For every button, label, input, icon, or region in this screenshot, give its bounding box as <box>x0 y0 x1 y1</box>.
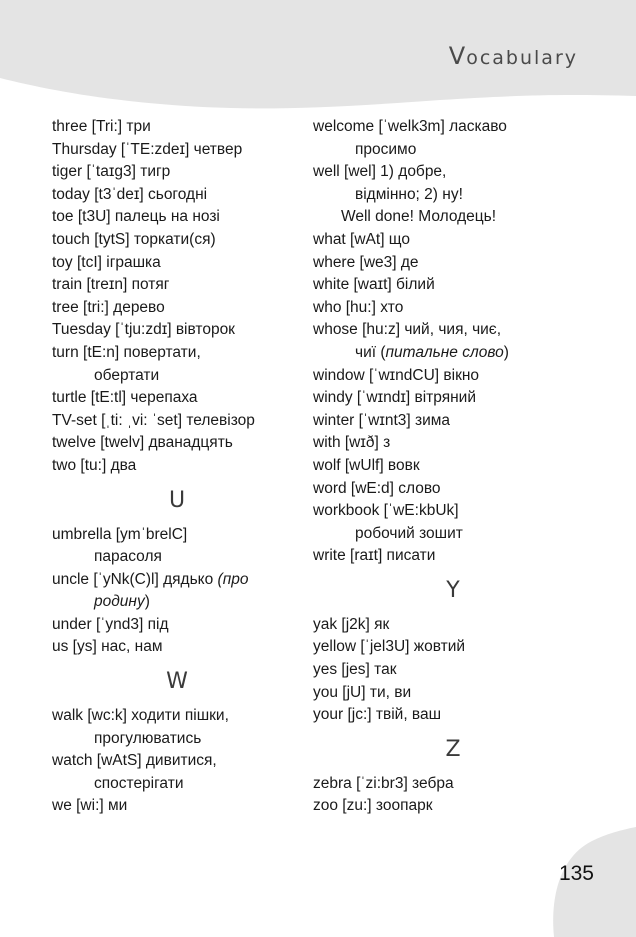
vocab-entry: yes [jes] так <box>313 661 397 679</box>
vocab-entry: well [wel] 1) добре, <box>313 163 447 181</box>
vocab-entry: wolf [wUlf] вовк <box>313 456 420 474</box>
entry-text: чиї <box>355 343 381 361</box>
entry-italic-note: (про <box>217 570 249 588</box>
letter-heading: U <box>168 487 186 513</box>
vocab-entry: watch [wAtS] дивитися, <box>52 752 217 770</box>
vocab-entry: Tuesday [ˈtju:zdɪ] вівторок <box>52 321 235 339</box>
vocab-entry: TV-set [ˌti: ˌvi: ˈset] телевізор <box>52 411 255 429</box>
letter-heading: W <box>166 669 188 695</box>
entry-continuation-text: відмінно; 2) ну! <box>355 185 463 203</box>
vocab-entry: where [we3] де <box>313 253 419 271</box>
entry-continuation-text: просимо <box>355 140 417 158</box>
vocab-entry: turtle [tE:tl] черепаха <box>52 389 198 407</box>
vocab-entry-continuation <box>52 728 302 751</box>
vocab-entry: turn [tE:n] повертати, <box>52 343 201 361</box>
entry-continuation-text <box>52 593 150 610</box>
right-column <box>313 116 593 818</box>
vocab-entry: you [jU] ти, ви <box>313 683 412 701</box>
vocab-entry-continuation <box>52 591 302 614</box>
entry-text: ) <box>503 343 509 361</box>
vocab-entry-continuation <box>313 342 593 365</box>
vocab-entry: workbook [ˈwE:kbUk] <box>313 502 459 520</box>
vocab-entry: white [waɪt] білий <box>313 276 435 294</box>
vocab-entry: us [ys] нас, нам <box>52 638 163 656</box>
entry-continuation-text: прогулюватись <box>94 729 202 747</box>
vocab-entry-continuation <box>313 139 593 162</box>
entry-italic-note: питальне слово <box>385 343 504 361</box>
entry-italic-note: родину <box>94 593 145 611</box>
vocab-entry-continuation <box>52 773 302 796</box>
vocab-entry: word [wE:d] слово <box>313 479 441 497</box>
entry-text: uncle [ˈyNk(C)l] дядько <box>52 570 218 588</box>
page-number: 135 <box>558 862 594 885</box>
vocab-entry: walk [wc:k] ходити пішки, <box>52 707 229 725</box>
vocab-entry: Well done! Молодець! <box>341 208 497 226</box>
vocab-entry: today [t3ˈdeɪ] сьогодні <box>52 185 208 203</box>
entry-continuation-text: обертати <box>94 366 160 384</box>
vocab-entry: who [hu:] хто <box>313 298 404 316</box>
vocab-entry: under [ˈynd3] під <box>52 615 169 633</box>
vocab-entry: write [raɪt] писати <box>313 547 436 565</box>
vocab-entry: whose [hu:z] чий, чия, чиє, <box>313 321 502 339</box>
vocab-entry: toy [tcI] іграшка <box>52 253 161 271</box>
vocab-entry: tree [tri:] дерево <box>52 298 165 316</box>
vocab-entry: we [wi:] ми <box>52 797 128 815</box>
vocab-entry: windy [ˈwɪndɪ] вітряний <box>313 389 476 407</box>
vocab-entry: zebra [ˈzi:br3] зебра <box>313 774 454 792</box>
vocab-entry: train [treɪn] потяг <box>52 276 170 294</box>
vocab-entry: twelve [twelv] дванадцять <box>52 434 233 452</box>
vocab-entry: umbrella [ymˈbrelC] <box>52 525 188 543</box>
vocab-entry-continuation <box>313 523 593 546</box>
page-title: Vocabulary <box>448 42 578 70</box>
vocab-entry: winter [ˈwɪnt3] зима <box>313 411 451 429</box>
vocab-entry: two [tu:] два <box>52 456 137 474</box>
vocab-entry: window [ˈwɪndCU] вікно <box>313 366 480 384</box>
entry-text: ( <box>380 343 386 361</box>
letter-heading: Z <box>445 736 461 762</box>
entry-continuation-text <box>313 344 509 361</box>
entry-continuation-text: робочий зошит <box>355 524 463 542</box>
vocab-entry: Thursday [ˈTE:zdeɪ] четвер <box>52 140 243 158</box>
vocab-entry-continuation <box>313 184 593 207</box>
letter-heading: Y <box>446 577 460 603</box>
vocab-entry: what [wAt] що <box>313 230 411 248</box>
vocab-entry: toe [t3U] палець на нозі <box>52 208 220 226</box>
entry-continuation-text: спостерігати <box>94 774 184 792</box>
vocab-entry: touch [tytS] торкати(ся) <box>52 230 216 248</box>
vocab-entry: your [jc:] твій, ваш <box>313 706 442 724</box>
vocab-entry: yellow [ˈjel3U] жовтий <box>313 638 466 656</box>
entry-continuation-text: парасоля <box>94 548 162 566</box>
vocab-entry: tiger [ˈtaɪg3] тигр <box>52 163 171 181</box>
vocab-entry: with [wɪð] з <box>313 434 391 452</box>
vocab-entry: yak [j2k] як <box>313 615 390 633</box>
vocab-entry: three [Tri:] три <box>52 118 151 135</box>
left-column <box>52 116 302 818</box>
entry-text: ) <box>144 593 150 611</box>
vocab-entry-continuation <box>52 546 302 569</box>
vocab-entry-continuation <box>52 365 302 388</box>
vocab-entry: zoo [zu:] зоопарк <box>313 797 433 815</box>
vocab-entry <box>52 569 302 592</box>
vocab-entry: welcome [ˈwelk3m] ласкаво <box>313 118 507 135</box>
